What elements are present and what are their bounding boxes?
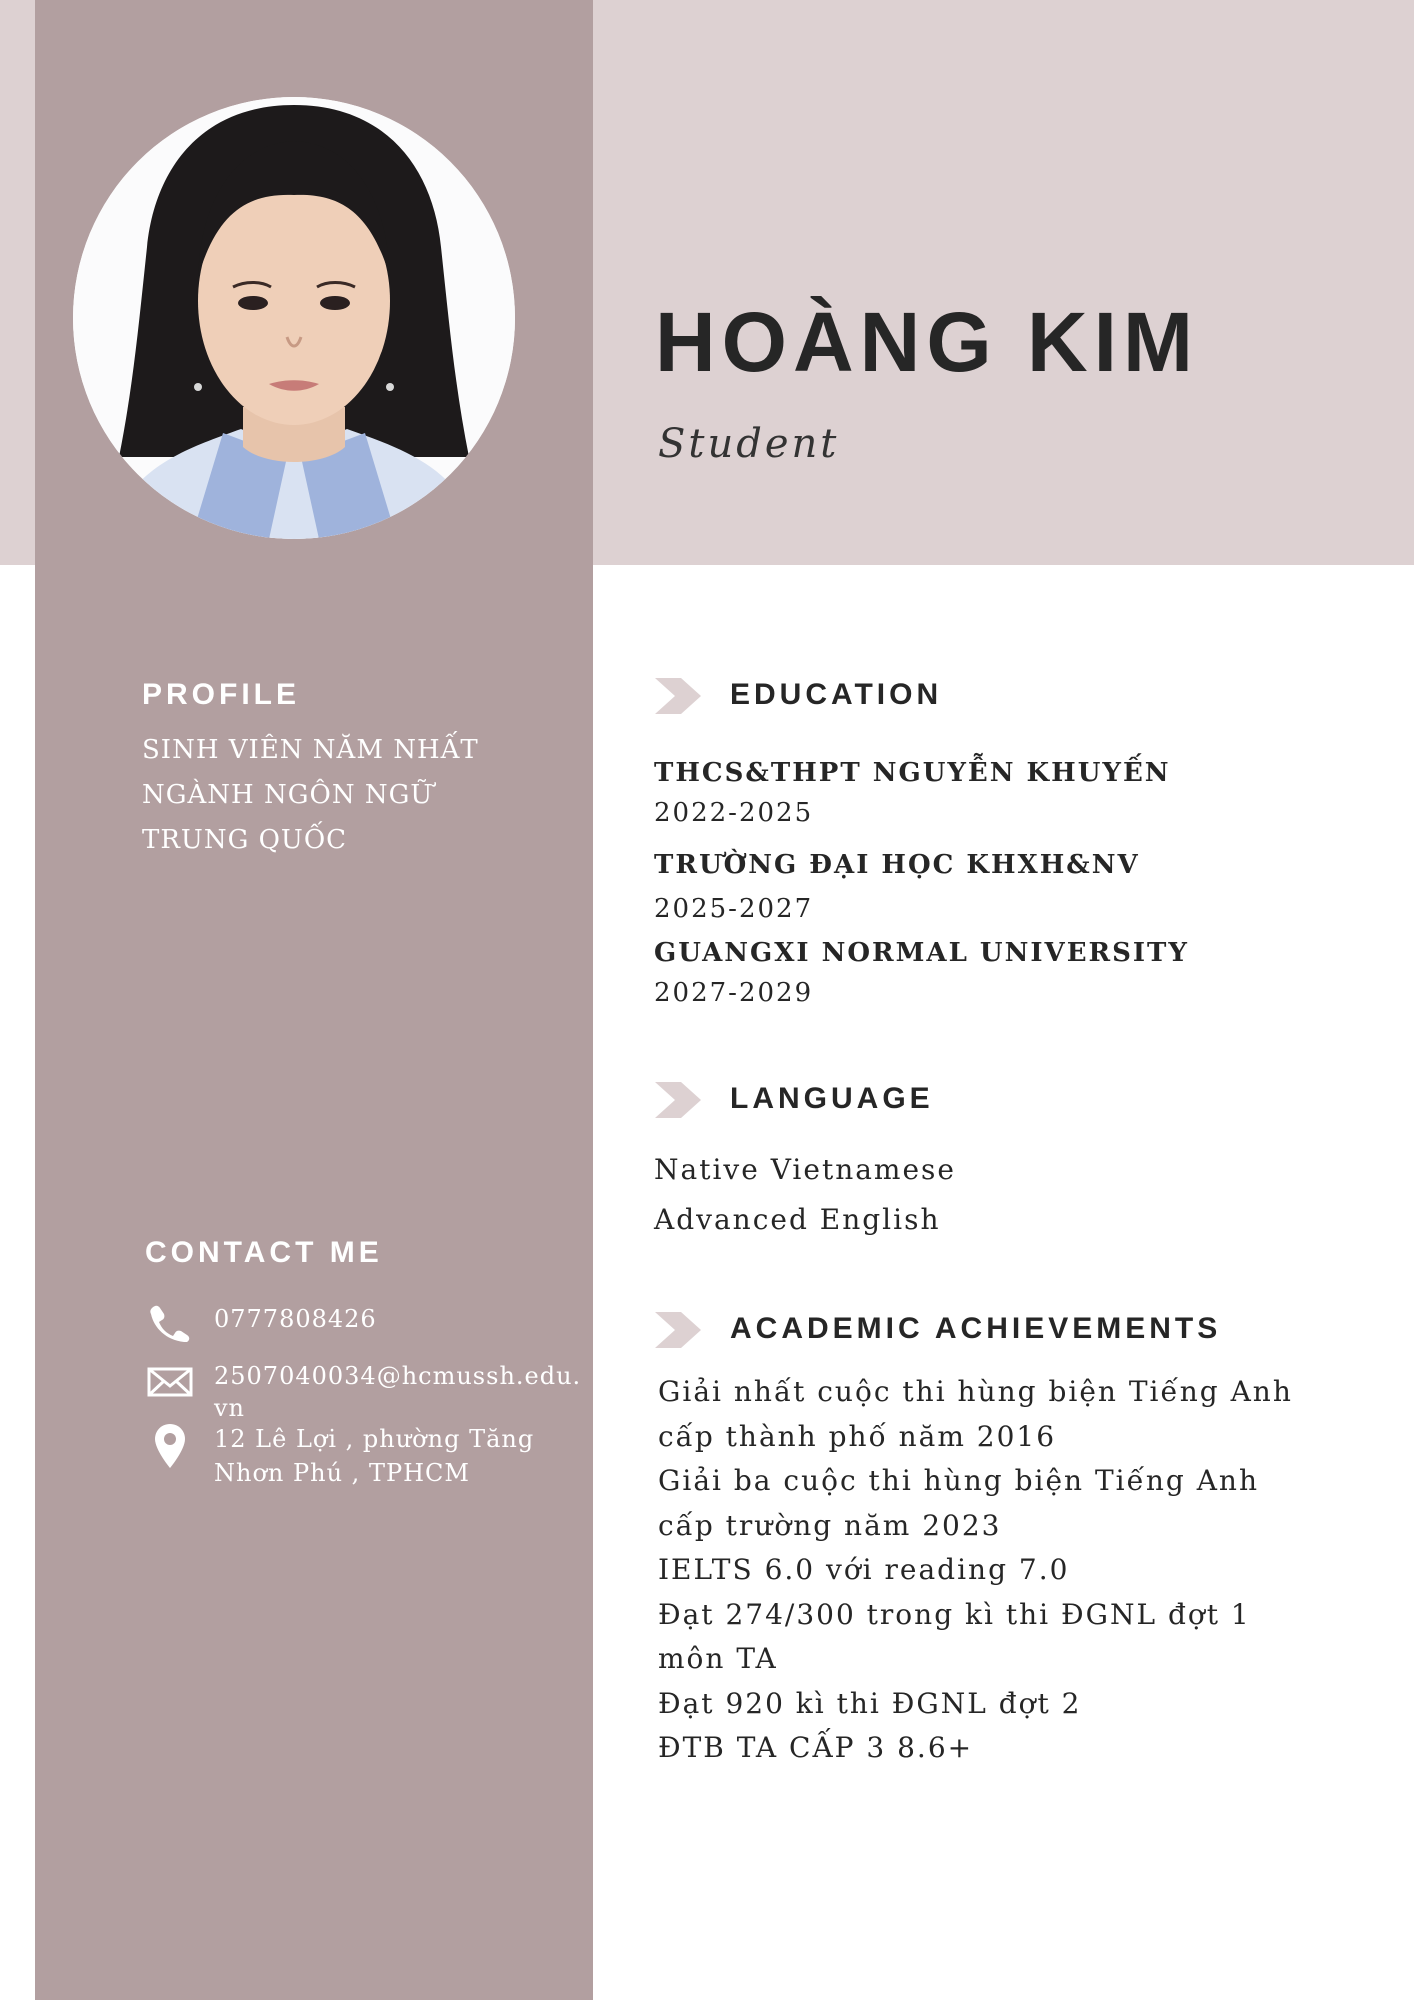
profile-photo xyxy=(73,97,515,539)
achievement-line: cấp thành phố năm 2016 xyxy=(658,1419,1057,1453)
achievement-line: IELTS 6.0 với reading 7.0 xyxy=(658,1553,1070,1586)
achievement-line: Đạt 274/300 trong kì thi ĐGNL đợt 1 xyxy=(658,1597,1251,1631)
education-heading: EDUCATION xyxy=(730,678,943,711)
language-item: Advanced English xyxy=(654,1203,941,1236)
phone-number[interactable]: 0777808426 xyxy=(214,1305,377,1333)
achievement-line: Giải nhất cuộc thi hùng biện Tiếng Anh xyxy=(658,1375,1293,1408)
achievements-heading: ACADEMIC ACHIEVEMENTS xyxy=(730,1312,1222,1345)
profile-heading: PROFILE xyxy=(142,678,301,711)
phone-icon xyxy=(142,1302,198,1342)
education-school: GUANGXI NORMAL UNIVERSITY xyxy=(654,938,1189,968)
achievements-list xyxy=(658,1370,1358,1771)
achievement-line: Đạt 920 kì thi ĐGNL đợt 2 xyxy=(658,1686,1082,1720)
achievement-line: Giải ba cuộc thi hùng biện Tiếng Anh xyxy=(658,1464,1259,1497)
profile-summary xyxy=(142,728,542,863)
education-years: 2027-2029 xyxy=(654,978,814,1008)
location-pin-icon xyxy=(142,1422,198,1470)
street-address: 12 Lê Lợi , phường Tăng Nhơn Phú , TPHCM xyxy=(214,1425,535,1487)
achievement-line: ĐTB TA CẤP 3 8.6+ xyxy=(658,1731,974,1764)
education-school: TRƯỜNG ĐẠI HỌC KHXH&NV xyxy=(654,850,1140,880)
profile-line: TRUNG QUỐC xyxy=(142,825,348,855)
full-name: HOÀNG KIM xyxy=(655,295,1199,389)
language-heading: LANGUAGE xyxy=(730,1082,934,1115)
education-school: THCS&THPT NGUYỄN KHUYẾN xyxy=(654,758,1171,788)
chevron-arrow-icon xyxy=(655,1312,701,1348)
job-title: Student xyxy=(658,421,840,467)
language-item: Native Vietnamese xyxy=(654,1153,956,1186)
education-years: 2022-2025 xyxy=(654,798,814,828)
achievement-line: cấp trường năm 2023 xyxy=(658,1508,1002,1542)
achievements-section-header xyxy=(655,1310,1355,1350)
contact-phone-row xyxy=(142,1302,582,1342)
contact-address-row xyxy=(142,1422,582,1532)
profile-line: NGÀNH NGÔN NGỮ xyxy=(142,780,434,810)
contact-email-row xyxy=(142,1360,582,1426)
achievement-line: môn TA xyxy=(658,1642,778,1675)
left-accent-band xyxy=(0,0,35,565)
chevron-arrow-icon xyxy=(655,1082,701,1118)
chevron-arrow-icon xyxy=(655,678,701,714)
contact-heading: CONTACT ME xyxy=(145,1236,383,1269)
header-band xyxy=(593,0,1414,565)
email-address[interactable]: 2507040034@hcmussh.edu.vn xyxy=(214,1362,582,1422)
education-section-header xyxy=(655,676,1355,716)
education-years: 2025-2027 xyxy=(654,894,814,924)
envelope-icon xyxy=(142,1362,198,1402)
profile-line: SINH VIÊN NĂM NHẤT xyxy=(142,735,479,765)
language-section-header xyxy=(655,1080,1355,1120)
